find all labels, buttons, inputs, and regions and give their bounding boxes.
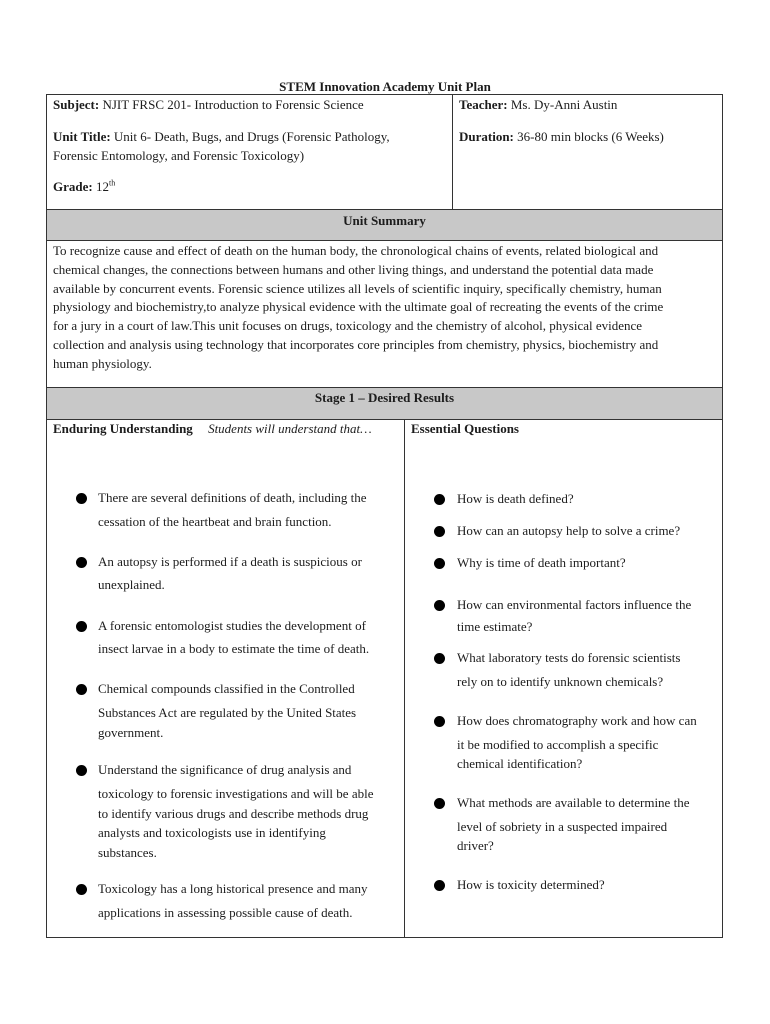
bullet-icon xyxy=(434,716,445,727)
question-item-text: level of sobriety in a suspected impaired xyxy=(457,819,668,834)
understanding-item-text: to identify various drugs and describe methods drug xyxy=(98,805,369,821)
understanding-item-text: There are several definitions of death, including the xyxy=(98,490,367,505)
understanding-item-text: insect larvae in a body to estimate the time of death. xyxy=(98,641,370,656)
unit-summary-heading: Unit Summary xyxy=(46,209,723,241)
bullet-icon xyxy=(76,557,87,568)
subject-label: Subject: xyxy=(53,97,100,112)
unit-title-line2: Forensic Entomology, and Forensic Toxicology) xyxy=(53,148,305,163)
summary-line: To recognize cause and effect of death on the human body, the chronological chains of events, related biological and xyxy=(53,243,659,258)
understanding-item-text: Toxicology has a long historical presence and many xyxy=(98,881,368,896)
essential-heading: Essential Questions xyxy=(411,421,519,436)
question-item-text: What methods are available to determine the xyxy=(457,795,690,810)
duration-value: 36-80 min blocks (6 Weeks) xyxy=(517,129,664,144)
bullet-icon xyxy=(76,684,87,695)
understanding-item-text: unexplained. xyxy=(98,577,165,592)
bullet-icon xyxy=(76,621,87,632)
subject-value: NJIT FRSC 201- Introduction to Forensic Science xyxy=(102,97,364,112)
question-item-text: chemical identification? xyxy=(457,756,583,771)
unit-title-line1: Unit 6- Death, Bugs, and Drugs (Forensic Pathology, xyxy=(113,129,390,144)
question-item-text: How can environmental factors influence the xyxy=(457,597,692,612)
bullet-icon xyxy=(434,880,445,891)
unit-title-label: Unit Title: xyxy=(53,129,111,144)
enduring-subheading: Students will understand that… xyxy=(208,421,372,436)
understanding-item-text: Understand the significance of drug analysis and xyxy=(98,762,352,777)
bullet-icon xyxy=(434,558,445,569)
bullet-icon xyxy=(434,526,445,537)
duration-label: Duration: xyxy=(459,129,514,144)
question-item-text: What laboratory tests do forensic scientists xyxy=(457,650,681,665)
summary-line: human physiology. xyxy=(53,355,152,371)
question-item-text: How can an autopsy help to solve a crime? xyxy=(457,523,681,538)
summary-line: physiology and biochemistry,to analyze physical evidence with the ultimate goal of recreating the events of the crime xyxy=(53,299,664,315)
question-item-text: driver? xyxy=(457,838,494,853)
document-title: STEM Innovation Academy Unit Plan xyxy=(279,79,491,94)
understanding-item-text: cessation of the heartbeat and brain function. xyxy=(98,514,332,529)
grade-suffix: th xyxy=(108,178,116,188)
summary-line: for a jury in a court of law.This unit focuses on drugs, toxicology and the chemistry of alcohol, physical evidence xyxy=(53,318,643,334)
bullet-icon xyxy=(434,653,445,664)
understanding-item-text: A forensic entomologist studies the development of xyxy=(98,618,366,633)
teacher-value: Ms. Dy-Anni Austin xyxy=(510,97,618,112)
bullet-icon xyxy=(434,600,445,611)
understanding-item-text: Substances Act are regulated by the United States xyxy=(98,705,357,720)
question-item-text: How is toxicity determined? xyxy=(457,877,605,892)
header-divider xyxy=(452,94,453,211)
bullet-icon xyxy=(76,884,87,895)
unit-summary-text xyxy=(53,242,663,374)
bullet-icon xyxy=(76,493,87,504)
question-item-text: Why is time of death important? xyxy=(457,555,626,570)
teacher-label: Teacher: xyxy=(459,97,508,112)
subject-row xyxy=(53,95,364,114)
question-item-text: How is death defined? xyxy=(457,491,574,506)
understanding-item-text: government. xyxy=(98,725,164,740)
stage1-divider xyxy=(404,419,405,938)
grade-row xyxy=(53,177,115,196)
stage1-heading: Stage 1 – Desired Results xyxy=(46,387,723,420)
understanding-item-text: An autopsy is performed if a death is suspicious or xyxy=(98,554,362,569)
question-item-text: How does chromatography work and how can xyxy=(457,713,697,728)
unit-title-row xyxy=(53,127,390,146)
question-item-text: time estimate? xyxy=(457,619,533,634)
understanding-item-text: substances. xyxy=(98,844,157,860)
enduring-heading: Enduring Understanding xyxy=(53,421,193,436)
understanding-item-text: Chemical compounds classified in the Controlled xyxy=(98,681,355,696)
bullet-icon xyxy=(76,765,87,776)
understanding-item-text: analysts and toxicologists use in identifying xyxy=(98,825,326,840)
understanding-item-text: applications in assessing possible cause of death. xyxy=(98,905,353,920)
summary-line: collection and analysis using technology that incorporates core principles from chemistry, physics, biochemistry and xyxy=(53,336,659,352)
question-item-text: it be modified to accomplish a specific xyxy=(457,737,659,752)
question-item-text: rely on to identify unknown chemicals? xyxy=(457,674,664,689)
summary-line: chemical changes, the connections between humans and other living things, and understand the potential data made xyxy=(53,261,654,277)
grade-label: Grade: xyxy=(53,179,93,194)
grade-value: 12 xyxy=(95,179,109,194)
teacher-row xyxy=(459,95,617,114)
bullet-icon xyxy=(434,494,445,505)
bullet-icon xyxy=(434,798,445,809)
understanding-item-text: toxicology to forensic investigations and will be able xyxy=(98,786,374,801)
summary-line: available by concurrent events. Forensic science utilizes all levels of scientific inquiry, specifically chemistry, human xyxy=(53,280,662,296)
enduring-heading-row xyxy=(53,419,372,438)
duration-row xyxy=(459,127,664,146)
